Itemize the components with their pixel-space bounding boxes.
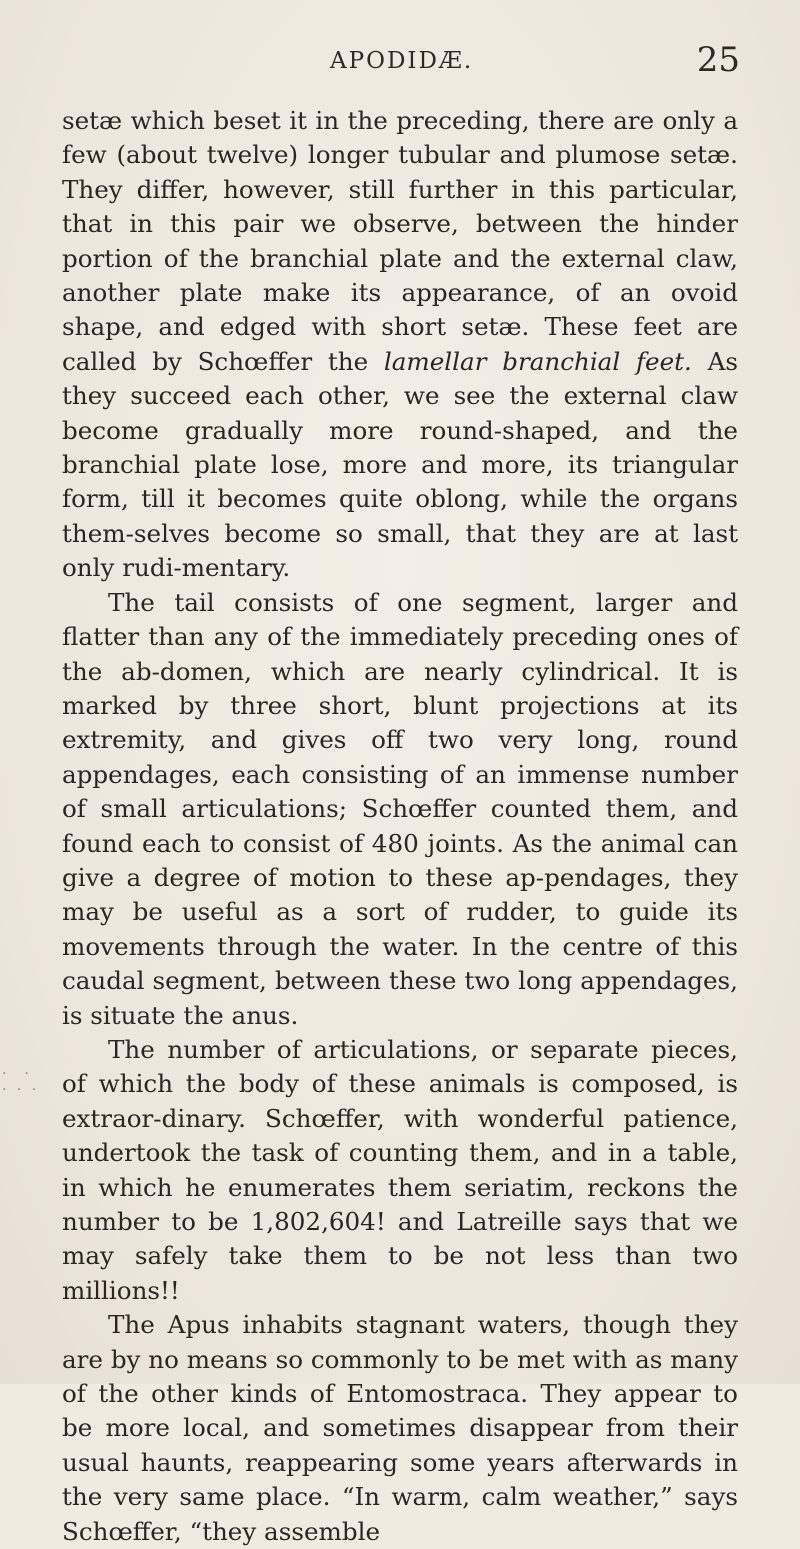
paragraph-1-part-2: As they succeed each other, we see the external claw become gradually more round-shaped, and the branchial plate lose, more and more, its triangular form, till it becomes quite oblong, while the organs them-selves become so small, that they are at last only rudi-mentary.	[62, 346, 738, 583]
paragraph-4: The Apus inhabits stagnant waters, though they are by no means so commonly to be met with as many of the other kinds of Entomostraca. They appear to be more local, and sometimes disappear from their usual haunts, reappearing some years afterwards in the very same place. “In warm, calm weather,” says Schœffer, “they assemble	[62, 1310, 738, 1546]
paragraph-2: The tail consists of one segment, larger and flatter than any of the immediately preceding ones of the ab-domen, which are nearly cylindrical. It is marked by three short, blunt projections at its extremity, and gives off two very long, round appendages, each consisting of an immense number of small articulations; Schœffer counted them, and found each to consist of 480 joints. As the animal can give a degree of motion to these ap-pendages, they may be useful as a sort of rudder, to guide its movements through the water. In the centre of this caudal segment, between these two long appendages, is situate the anus.	[62, 587, 738, 1030]
paragraph-3: The number of articulations, or separate pieces, of which the body of these animals is composed, is extraor-dinary. Schœffer, with wonderful patience, undertook the task of counting them, and in a table, in which he enumerates them seriatim, reckons the number to be 1,802,604! and Latreille says that we may safely take them to be not less than two millions!!	[62, 1034, 738, 1305]
page-number: 25	[696, 40, 740, 80]
paragraph-1	[62, 104, 738, 586]
running-head	[150, 40, 740, 80]
italic-term: lamellar branchial feet.	[383, 346, 692, 376]
paragraph-1-part-1: setæ which beset it in the preceding, there are only a few (about twelve) longer tubular and plumose setæ. They differ, however, still further in this particular, that in this pair we observe, between the hinder portion of the branchial plate and the external claw, another plate make its appearance, of an ovoid shape, and edged with short setæ. These feet are called by Schœffer the	[62, 106, 738, 376]
body-text	[62, 104, 738, 1549]
chapter-title: APODIDÆ.	[330, 48, 474, 74]
margin-specks: · · · · ·	[2, 1066, 40, 1098]
